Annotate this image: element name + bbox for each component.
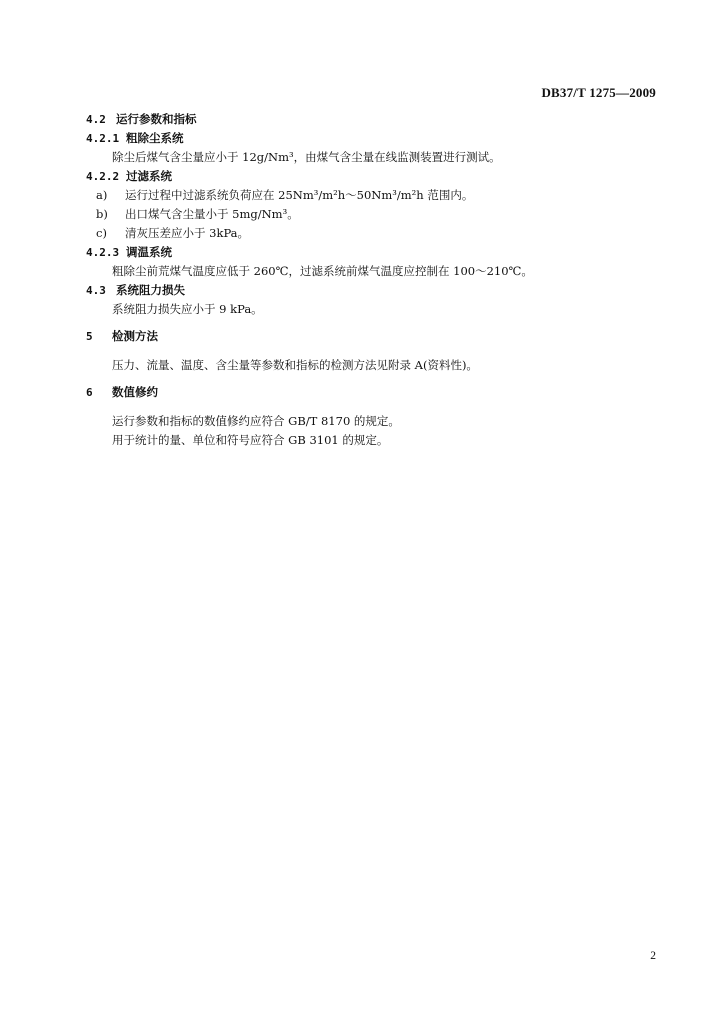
list-text: 出口煤气含尘量小于 5mg/Nm³。 xyxy=(125,207,299,221)
heading-number: 4.2.3 xyxy=(86,246,120,259)
paragraph-4-3: 系统阻力损失应小于 9 kPa。 xyxy=(112,302,263,316)
heading-title: 数值修约 xyxy=(112,385,158,399)
heading-number: 4.3 xyxy=(86,284,106,297)
paragraph-6-line-1: 运行参数和指标的数值修约应符合 GB/T 8170 的规定。 xyxy=(112,414,400,428)
page-number: 2 xyxy=(650,950,656,962)
heading-6 xyxy=(86,383,666,402)
document-code: DB37/T 1275—2009 xyxy=(541,85,656,100)
heading-title: 粗除尘系统 xyxy=(126,131,184,145)
list-label: a) xyxy=(96,188,108,202)
heading-title: 检测方法 xyxy=(112,329,158,343)
heading-number: 4.2.2 xyxy=(86,170,120,183)
paragraph-6-line-2: 用于统计的量、单位和符号应符合 GB 3101 的规定。 xyxy=(112,433,389,447)
heading-title: 运行参数和指标 xyxy=(116,112,197,126)
heading-title: 系统阻力损失 xyxy=(116,283,185,297)
heading-number: 5 xyxy=(86,330,93,343)
heading-number: 6 xyxy=(86,386,93,399)
heading-4-3 xyxy=(86,281,666,300)
heading-4-2-3 xyxy=(86,243,666,262)
list-label: b) xyxy=(96,207,108,221)
list-item-a xyxy=(86,186,666,205)
heading-4-2 xyxy=(86,110,666,129)
heading-title: 过滤系统 xyxy=(126,169,172,183)
list-item-c xyxy=(86,224,666,243)
heading-5 xyxy=(86,327,666,346)
paragraph-4-2-1: 除尘后煤气含尘量应小于 12g/Nm³，由煤气含尘量在线监测装置进行测试。 xyxy=(112,150,501,164)
heading-number: 4.2 xyxy=(86,113,106,126)
heading-title: 调温系统 xyxy=(126,245,172,259)
list-text: 运行过程中过滤系统负荷应在 25Nm³/m²h～50Nm³/m²h 范围内。 xyxy=(125,188,474,202)
heading-4-2-1 xyxy=(86,129,666,148)
list-label: c) xyxy=(96,226,107,240)
list-item-b xyxy=(86,205,666,224)
list-text: 清灰压差应小于 3kPa。 xyxy=(125,226,250,240)
document-body xyxy=(86,110,666,450)
paragraph-4-2-3: 粗除尘前荒煤气温度应低于 260℃，过滤系统前煤气温度应控制在 100～210℃。 xyxy=(112,264,533,278)
paragraph-5: 压力、流量、温度、含尘量等参数和指标的检测方法见附录 A(资料性)。 xyxy=(112,358,478,372)
heading-number: 4.2.1 xyxy=(86,132,120,145)
heading-4-2-2 xyxy=(86,167,666,186)
